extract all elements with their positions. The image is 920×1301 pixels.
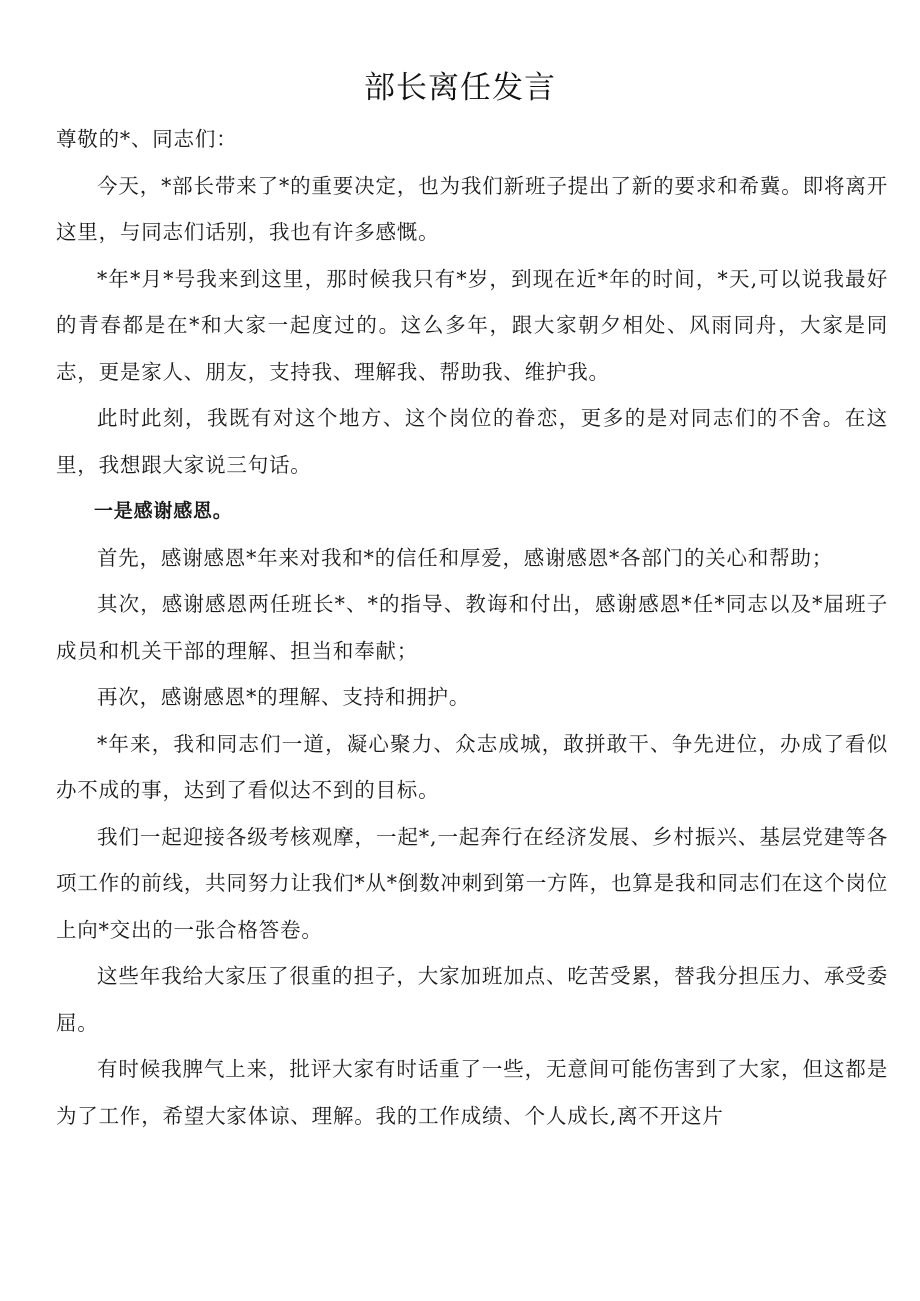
paragraph: 今天，*部长带来了*的重要决定，也为我们新班子提出了新的要求和希冀。即将离开这里，与同志们话别，我也有许多感慨。 xyxy=(56,173,888,244)
paragraph: 有时候我脾气上来，批评大家有时话重了一些，无意间可能伤害到了大家，但这都是为了工作，希望大家体谅、理解。我的工作成绩、个人成长,离不开这片 xyxy=(56,1057,888,1128)
paragraph: *年*月*号我来到这里，那时候我只有*岁，到现在近*年的时间，*天,可以说我最好的青春都是在*和大家一起度过的。这么多年，跟大家朝夕相处、风雨同舟，大家是同志，更是家人、朋友，支持我、理解我、帮助我、维护我。 xyxy=(56,266,888,384)
salutation: 尊敬的*、同志们： xyxy=(56,127,238,151)
paragraph: 其次，感谢感恩两任班长*、*的指导、教诲和付出，感谢感恩*任*同志以及*届班子成员和机关干部的理解、担当和奉献； xyxy=(56,592,888,663)
paragraph: *年来，我和同志们一道，凝心聚力、众志成城，敢拼敢干、争先进位，办成了看似办不成的事，达到了看似达不到的目标。 xyxy=(56,731,888,802)
paragraph: 此时此刻，我既有对这个地方、这个岗位的眷恋，更多的是对同志们的不舍。在这里，我想跟大家说三句话。 xyxy=(56,406,888,477)
paragraph: 这些年我给大家压了很重的担子，大家加班加点、吃苦受累，替我分担压力、承受委屈。 xyxy=(56,964,888,1035)
document-body xyxy=(56,116,888,1139)
paragraph: 我们一起迎接各级考核观摩，一起*,一起奔行在经济发展、乡村振兴、基层党建等各项工作的前线，共同努力让我们*从*倒数冲刺到第一方阵，也算是我和同志们在这个岗位上向*交出的一张合格答卷。 xyxy=(56,824,888,942)
document-title: 部长离任发言 xyxy=(364,70,556,106)
section-heading: 一是感谢感恩。 xyxy=(94,500,233,522)
paragraph: 再次，感谢感恩*的理解、支持和拥护。 xyxy=(97,685,471,709)
paragraph: 首先，感谢感恩*年来对我和*的信任和厚爱，感谢感恩*各部门的关心和帮助； xyxy=(97,545,834,570)
